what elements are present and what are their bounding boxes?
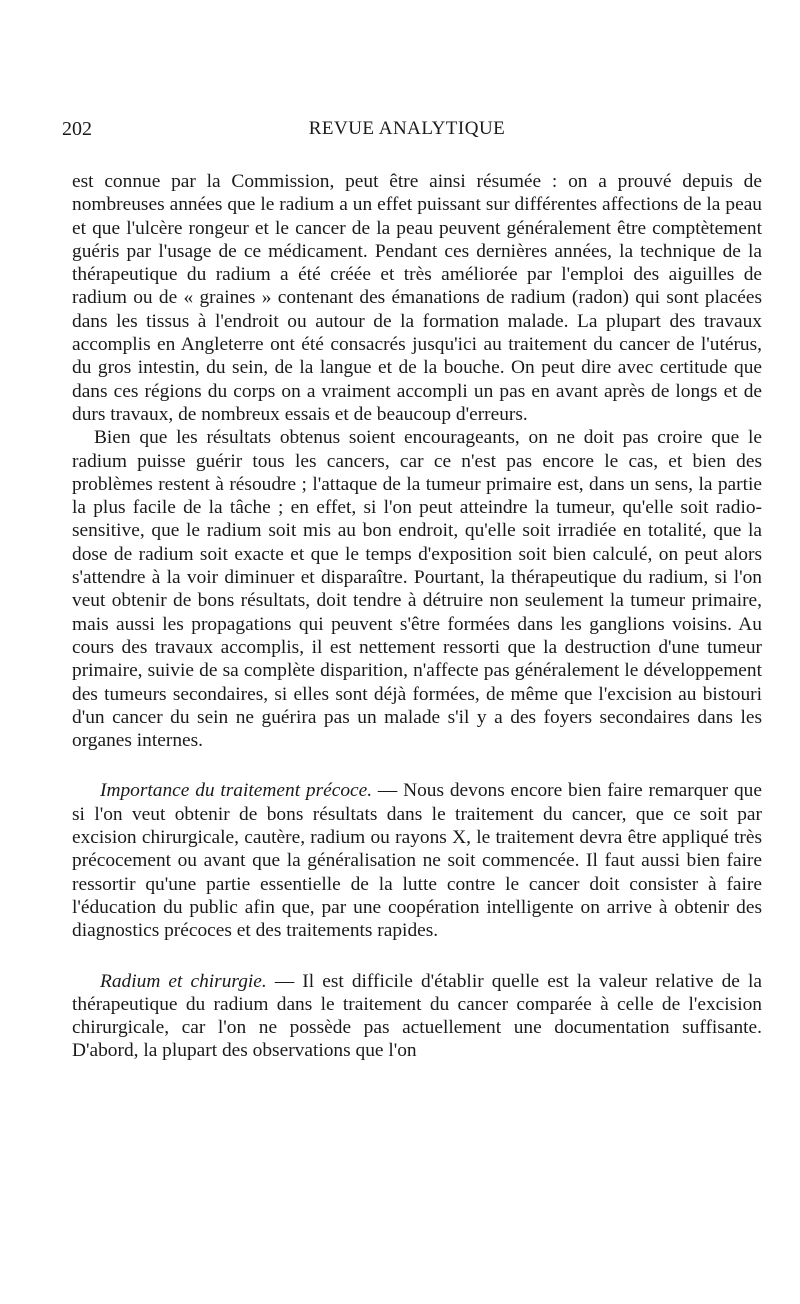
paragraph-text: — Nous devons encore bien faire remarquer que si l'on veut obtenir de bons résultats dans le traitement du cancer, que ce soit par excision chirurgicale, cautère, radium ou rayons X, le traitement devra être appliqué très précocement ou avant que la généralisation ne soit commencée. Il faut aussi bien faire ressortir qu'une partie essentielle de la lutte contre le cancer doit consister à faire l'éducation du public afin que, par une coopération intelligente on arrive à obtenir des diagnostics précoces et des traitements rapides. [72,780,762,942]
running-head: REVUE ANALYTIQUE [308,118,506,139]
body-text [72,170,762,1063]
page-header [62,118,752,148]
paragraph-radium-surgery [72,970,762,1063]
page-number: 202 [62,118,92,140]
paragraph-commission-summary [72,170,762,426]
paragraph-text: — Il est difficile d'établir quelle est la valeur relative de la thérapeutique du radium dans le traitement du cancer comparée à celle de l'excision chirurgicale, car l'on ne possède pas actuellement une documentation suffisante. D'abord, la plupart des observations que l'on [72,970,762,1062]
paragraph-text: est connue par la Commission, peut être ainsi résumée : on a prouvé depuis de nombreuses années que le radium a un effet puissant sur différentes affections de la peau et que l'ulcère rongeur et le cancer de la peau peuvent généralement être comptètement guéris par l'usage de ce médicament. Pendant ces dernières années, la technique de la thérapeutique du radium a été créée et très améliorée par l'emploi des aiguilles de radium ou de « graines » contenant des émanations de radium (radon) qui sont placées dans les tissus à l'endroit ou autour de la formation malade. La plupart des travaux accomplis en Angleterre ont été consacrés jusqu'ici au traitement du cancer de l'utérus, du gros intestin, du sein, de la langue et de la bouche. On peut dire avec certitude que dans ces régions du corps on a vraiment accompli un pas en avant après de longs et de durs travaux, de nombreux essais et de beaucoup d'erreurs. [72,171,762,425]
paragraph-early-treatment [72,779,762,942]
section-heading: Radium et chirurgie. [100,970,267,992]
section-heading: Importance du traitement précoce. [100,780,373,802]
paragraph-results [72,426,762,752]
paragraph-text: Bien que les résultats obtenus soient encourageants, on ne doit pas croire que le radium puisse guérir tous les cancers, car ce n'est pas encore le cas, et bien des problèmes restent à résoudre ; l'attaque de la tumeur primaire est, dans un sens, la partie la plus facile de la tâche ; en effet, si l'on peut atteindre la tumeur, qu'elle soit radio-sensitive, que le radium soit mis au bon endroit, qu'elle soit irradiée en totalité, que la dose de radium soit exacte et que le temps d'exposition soit bien calculé, on peut alors s'attendre à la voir diminuer et disparaître. Pourtant, la thérapeutique du radium, si l'on veut obtenir de bons résultats, doit tendre à détruire non seulement la tumeur primaire, mais aussi les propagations qui peuvent s'être formées dans les ganglions voisins. Au cours des travaux accomplis, il est nettement ressorti que la destruction d'une tumeur primaire, suivie de sa complète disparition, n'affecte pas généralement le développement des tumeurs secondaires, si elles sont déjà formées, de même que l'excision au bistouri d'un cancer du sein ne guérira pas un malade s'il y a des foyers secondaires dans les organes internes. [72,427,762,752]
